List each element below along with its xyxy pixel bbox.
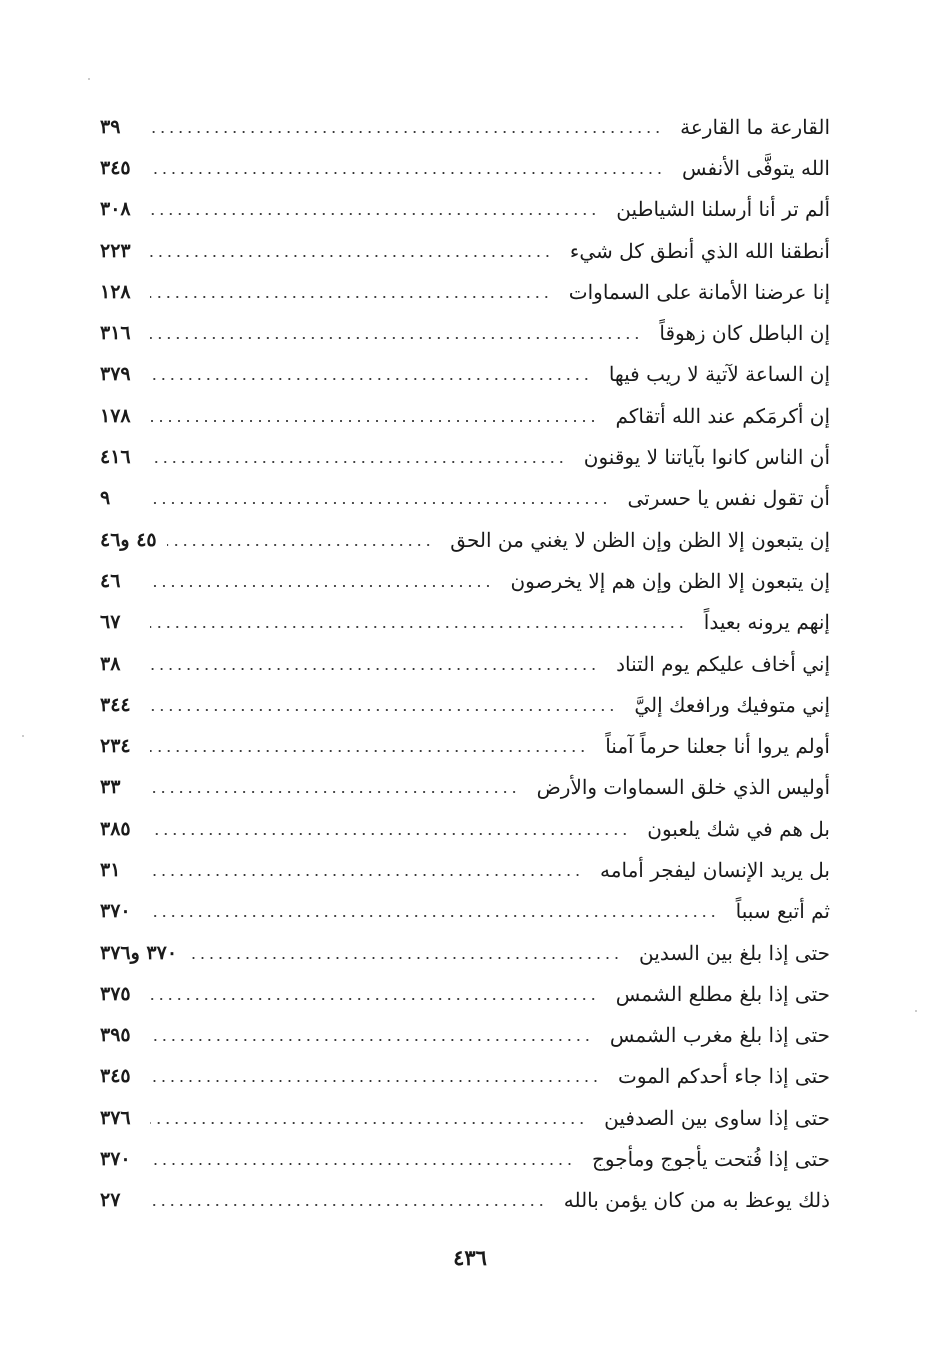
verse-text: بل يريد الإنسان ليفجر أمامه (600, 857, 830, 882)
page-reference: ٣٧٠ (100, 900, 131, 923)
verse-text: أن الناس كانوا بآياتنا لا يوقنون (583, 445, 830, 470)
page-reference: ٣٨٥ (100, 817, 131, 840)
index-entry (100, 602, 830, 643)
dot-leader (150, 1163, 574, 1165)
page-reference: ٣٤٥ (100, 156, 131, 179)
verse-text: إن الباطل كان زهوقاً (659, 321, 830, 346)
index-entry (100, 478, 830, 519)
index-entry (100, 725, 830, 766)
index-entry (100, 560, 830, 601)
dot-leader (150, 1080, 600, 1082)
index-entry (100, 230, 830, 271)
index-entry (100, 189, 830, 230)
page-reference: ٢٧ (100, 1189, 121, 1212)
page-reference: ٣١ (100, 858, 121, 881)
dot-leader (150, 502, 609, 504)
page-reference: ٣٧٠ (100, 1148, 131, 1171)
verse-text: أنطقنا الله الذي أنطق كل شيء (569, 238, 830, 263)
index-entry (100, 106, 830, 147)
dot-leader (150, 213, 598, 215)
page-reference: ٤٦ (100, 569, 121, 592)
scan-speck (88, 78, 90, 80)
index-entry (100, 354, 830, 395)
dot-leader (150, 337, 641, 339)
verse-text: حتى إذا بلغ مطلع الشمس (615, 981, 830, 1006)
dot-leader (150, 750, 587, 752)
page-reference: ٢٣٤ (100, 735, 131, 758)
index-entry (100, 1056, 830, 1097)
verse-text: حتى إذا جاء أحدكم الموت (617, 1064, 830, 1089)
page-reference: ٩ (100, 487, 111, 510)
index-entry (100, 395, 830, 436)
scan-speck (22, 735, 24, 737)
page-reference: ٦٧ (100, 611, 121, 634)
dot-leader (150, 1039, 592, 1041)
dot-leader (150, 833, 629, 835)
dot-leader (150, 172, 664, 174)
verse-text: إن يتبعون إلا الظن وإن هم إلا يخرصون (510, 568, 830, 593)
dot-leader (150, 668, 598, 670)
page-reference: ٣٨ (100, 652, 121, 675)
index-entry (100, 519, 830, 560)
page-reference: ٣٤٥ (100, 1065, 131, 1088)
scan-speck (915, 1010, 917, 1012)
dot-leader (150, 296, 551, 298)
dot-leader (150, 585, 492, 587)
index-entry (100, 147, 830, 188)
index-entry (100, 1097, 830, 1138)
page-reference: ٣٧٥ (100, 982, 131, 1005)
page-reference: ١٧٨ (100, 404, 131, 427)
dot-leader (150, 255, 552, 257)
verse-text: ذلك يوعظ به من كان يؤمن بالله (563, 1188, 830, 1213)
index-entry (100, 1138, 830, 1179)
index-entry (100, 271, 830, 312)
dot-leader (150, 1122, 586, 1124)
dot-leader (150, 131, 662, 133)
dot-leader (150, 626, 686, 628)
dot-leader (150, 461, 566, 463)
index-entry (100, 436, 830, 477)
index-entry (100, 808, 830, 849)
index-entry (100, 312, 830, 353)
index-entry (100, 849, 830, 890)
verse-index-list (100, 106, 830, 1221)
dot-leader (150, 998, 598, 1000)
verse-text: الله يتوفَّى الأنفس (681, 155, 830, 180)
dot-leader (150, 420, 598, 422)
page-reference: ٣٠٨ (100, 198, 131, 221)
verse-text: إن الساعة لآتية لا ريب فيها (608, 362, 830, 387)
verse-text: حتى إذا بلغ مغرب الشمس (609, 1023, 830, 1048)
index-entry (100, 684, 830, 725)
verse-text: حتى إذا ساوى بين الصدفين (604, 1105, 830, 1130)
dot-leader (150, 791, 519, 793)
dot-leader (150, 709, 616, 711)
page-reference: ٢٢٣ (100, 239, 131, 262)
index-entry (100, 973, 830, 1014)
index-entry (100, 643, 830, 684)
page-reference: ٣٩ (100, 115, 121, 138)
index-entry (100, 891, 830, 932)
verse-text: إن يتبعون إلا الظن وإن الظن لا يغني من الحق (450, 527, 830, 552)
index-entry (100, 1180, 830, 1221)
dot-leader (167, 544, 433, 546)
verse-text: إن أكرمَكم عند الله أتقاكم (615, 403, 830, 428)
page-reference: ٣٩٥ (100, 1024, 131, 1047)
verse-text: بل هم في شك يلعبون (647, 816, 830, 841)
page-reference: ٣١٦ (100, 322, 131, 345)
verse-text: حتى إذا بلغ بين السدين (639, 940, 830, 965)
page-number: ٤٣٦ (453, 1245, 487, 1270)
dot-leader (150, 1204, 546, 1206)
verse-text: حتى إذا فُتحت يأجوج ومأجوج (592, 1147, 830, 1172)
index-entry (100, 932, 830, 973)
page-reference: ٣٧٠ و٣٧٦ (100, 941, 178, 964)
dot-leader (150, 378, 591, 380)
page-reference: ٣٧٦ (100, 1106, 131, 1129)
dot-leader (150, 915, 718, 917)
verse-text: أوليس الذي خلق السماوات والأرض (536, 775, 830, 800)
page-reference: ٤١٦ (100, 446, 131, 469)
dot-leader (187, 957, 621, 959)
page-reference: ٣٧٩ (100, 363, 131, 386)
index-entry (100, 1015, 830, 1056)
verse-text: القارعة ما القارعة (680, 114, 830, 139)
dot-leader (150, 874, 582, 876)
verse-text: إني متوفيك ورافعك إليَّ (634, 692, 830, 717)
verse-text: أولم يروا أنا جعلنا حرماً آمناً (605, 734, 830, 759)
index-entry (100, 767, 830, 808)
page-reference: ١٢٨ (100, 280, 131, 303)
verse-text: إنا عرضنا الأمانة على السماوات (568, 279, 830, 304)
verse-text: إني أخاف عليكم يوم التناد (616, 651, 830, 676)
page-reference: ٤٥ و٤٦ (100, 528, 157, 551)
verse-text: ثم أتبع سبباً (735, 899, 830, 924)
verse-text: ألم تر أنا أرسلنا الشياطين (616, 197, 830, 222)
verse-text: أن تقول نفس يا حسرتى (627, 486, 830, 511)
page-reference: ٣٣ (100, 776, 121, 799)
verse-text: إنهم يرونه بعيداً (703, 610, 830, 635)
page-reference: ٣٤٤ (100, 693, 131, 716)
